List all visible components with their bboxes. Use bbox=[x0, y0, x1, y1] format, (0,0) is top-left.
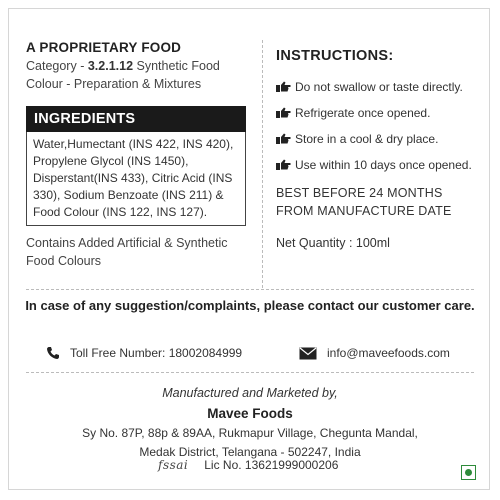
product-info-column bbox=[26, 40, 251, 270]
license-number: Lic No. 13621999000206 bbox=[204, 458, 339, 472]
section-divider bbox=[26, 372, 474, 373]
customer-care-message: In case of any suggestion/complaints, please contact our customer care. bbox=[25, 298, 475, 313]
best-before: BEST BEFORE 24 MONTHS FROM MANUFACTURE DATE bbox=[276, 186, 452, 218]
product-category bbox=[26, 57, 251, 93]
category-prefix: Category - bbox=[26, 59, 88, 73]
instruction-item bbox=[276, 132, 481, 146]
manufacturer-address-line2: Medak District, Telangana - 502247, India bbox=[139, 445, 361, 459]
instruction-item bbox=[276, 106, 481, 120]
pointing-hand-icon bbox=[276, 133, 291, 145]
contact-row bbox=[0, 346, 500, 364]
phone-icon bbox=[46, 346, 60, 360]
pointing-hand-icon bbox=[276, 107, 291, 119]
section-divider bbox=[26, 289, 474, 290]
instructions-column bbox=[276, 48, 481, 250]
veg-symbol-dot bbox=[465, 469, 472, 476]
envelope-icon bbox=[299, 347, 317, 360]
fssai-license bbox=[158, 458, 338, 472]
product-type-title: A PROPRIETARY FOOD bbox=[26, 40, 182, 55]
pointing-hand-icon bbox=[276, 159, 291, 171]
instruction-text: Refrigerate once opened. bbox=[295, 106, 431, 120]
ingredients-header: INGREDIENTS bbox=[26, 106, 246, 132]
category-code: 3.2.1.12 bbox=[87, 59, 134, 73]
pointing-hand-icon bbox=[276, 81, 291, 93]
email-contact bbox=[299, 346, 450, 360]
instruction-text: Store in a cool & dry place. bbox=[295, 132, 439, 146]
column-divider bbox=[262, 40, 263, 288]
instructions-title: INSTRUCTIONS: bbox=[276, 48, 394, 64]
instruction-item bbox=[276, 80, 481, 94]
fssai-logo: fssai bbox=[158, 458, 189, 472]
toll-free-contact bbox=[46, 346, 242, 360]
instruction-text: Use within 10 days once opened. bbox=[295, 158, 472, 172]
manufacturer-name: Mavee Foods bbox=[207, 406, 293, 421]
instruction-item bbox=[276, 158, 481, 172]
category-text: Synthetic Food Colour - Preparation & Mixtures bbox=[26, 59, 220, 91]
manufacturer-block bbox=[0, 384, 500, 461]
instruction-text: Do not swallow or taste directly. bbox=[295, 80, 463, 94]
veg-symbol-icon bbox=[461, 465, 476, 480]
email-address: info@maveefoods.com bbox=[327, 346, 450, 360]
net-quantity: Net Quantity : 100ml bbox=[276, 236, 390, 250]
manufacturer-address-line1: Sy No. 87P, 88p & 89AA, Rukmapur Village, Chegunta Mandal, bbox=[82, 426, 418, 440]
ingredients-list: Water,Humectant (INS 422, INS 420), Propylene Glycol (INS 1450), Disperstant(INS 433), Citric Acid (INS 330), Sodium Benzoate (INS 211) & Food Colour (INS 122, INS 127). bbox=[26, 132, 246, 226]
toll-free-number: Toll Free Number: 18002084999 bbox=[70, 346, 243, 360]
manufacturer-intro: Manufactured and Marketed by, bbox=[162, 386, 338, 400]
contains-statement: Contains Added Artificial & Synthetic Food Colours bbox=[26, 236, 228, 268]
